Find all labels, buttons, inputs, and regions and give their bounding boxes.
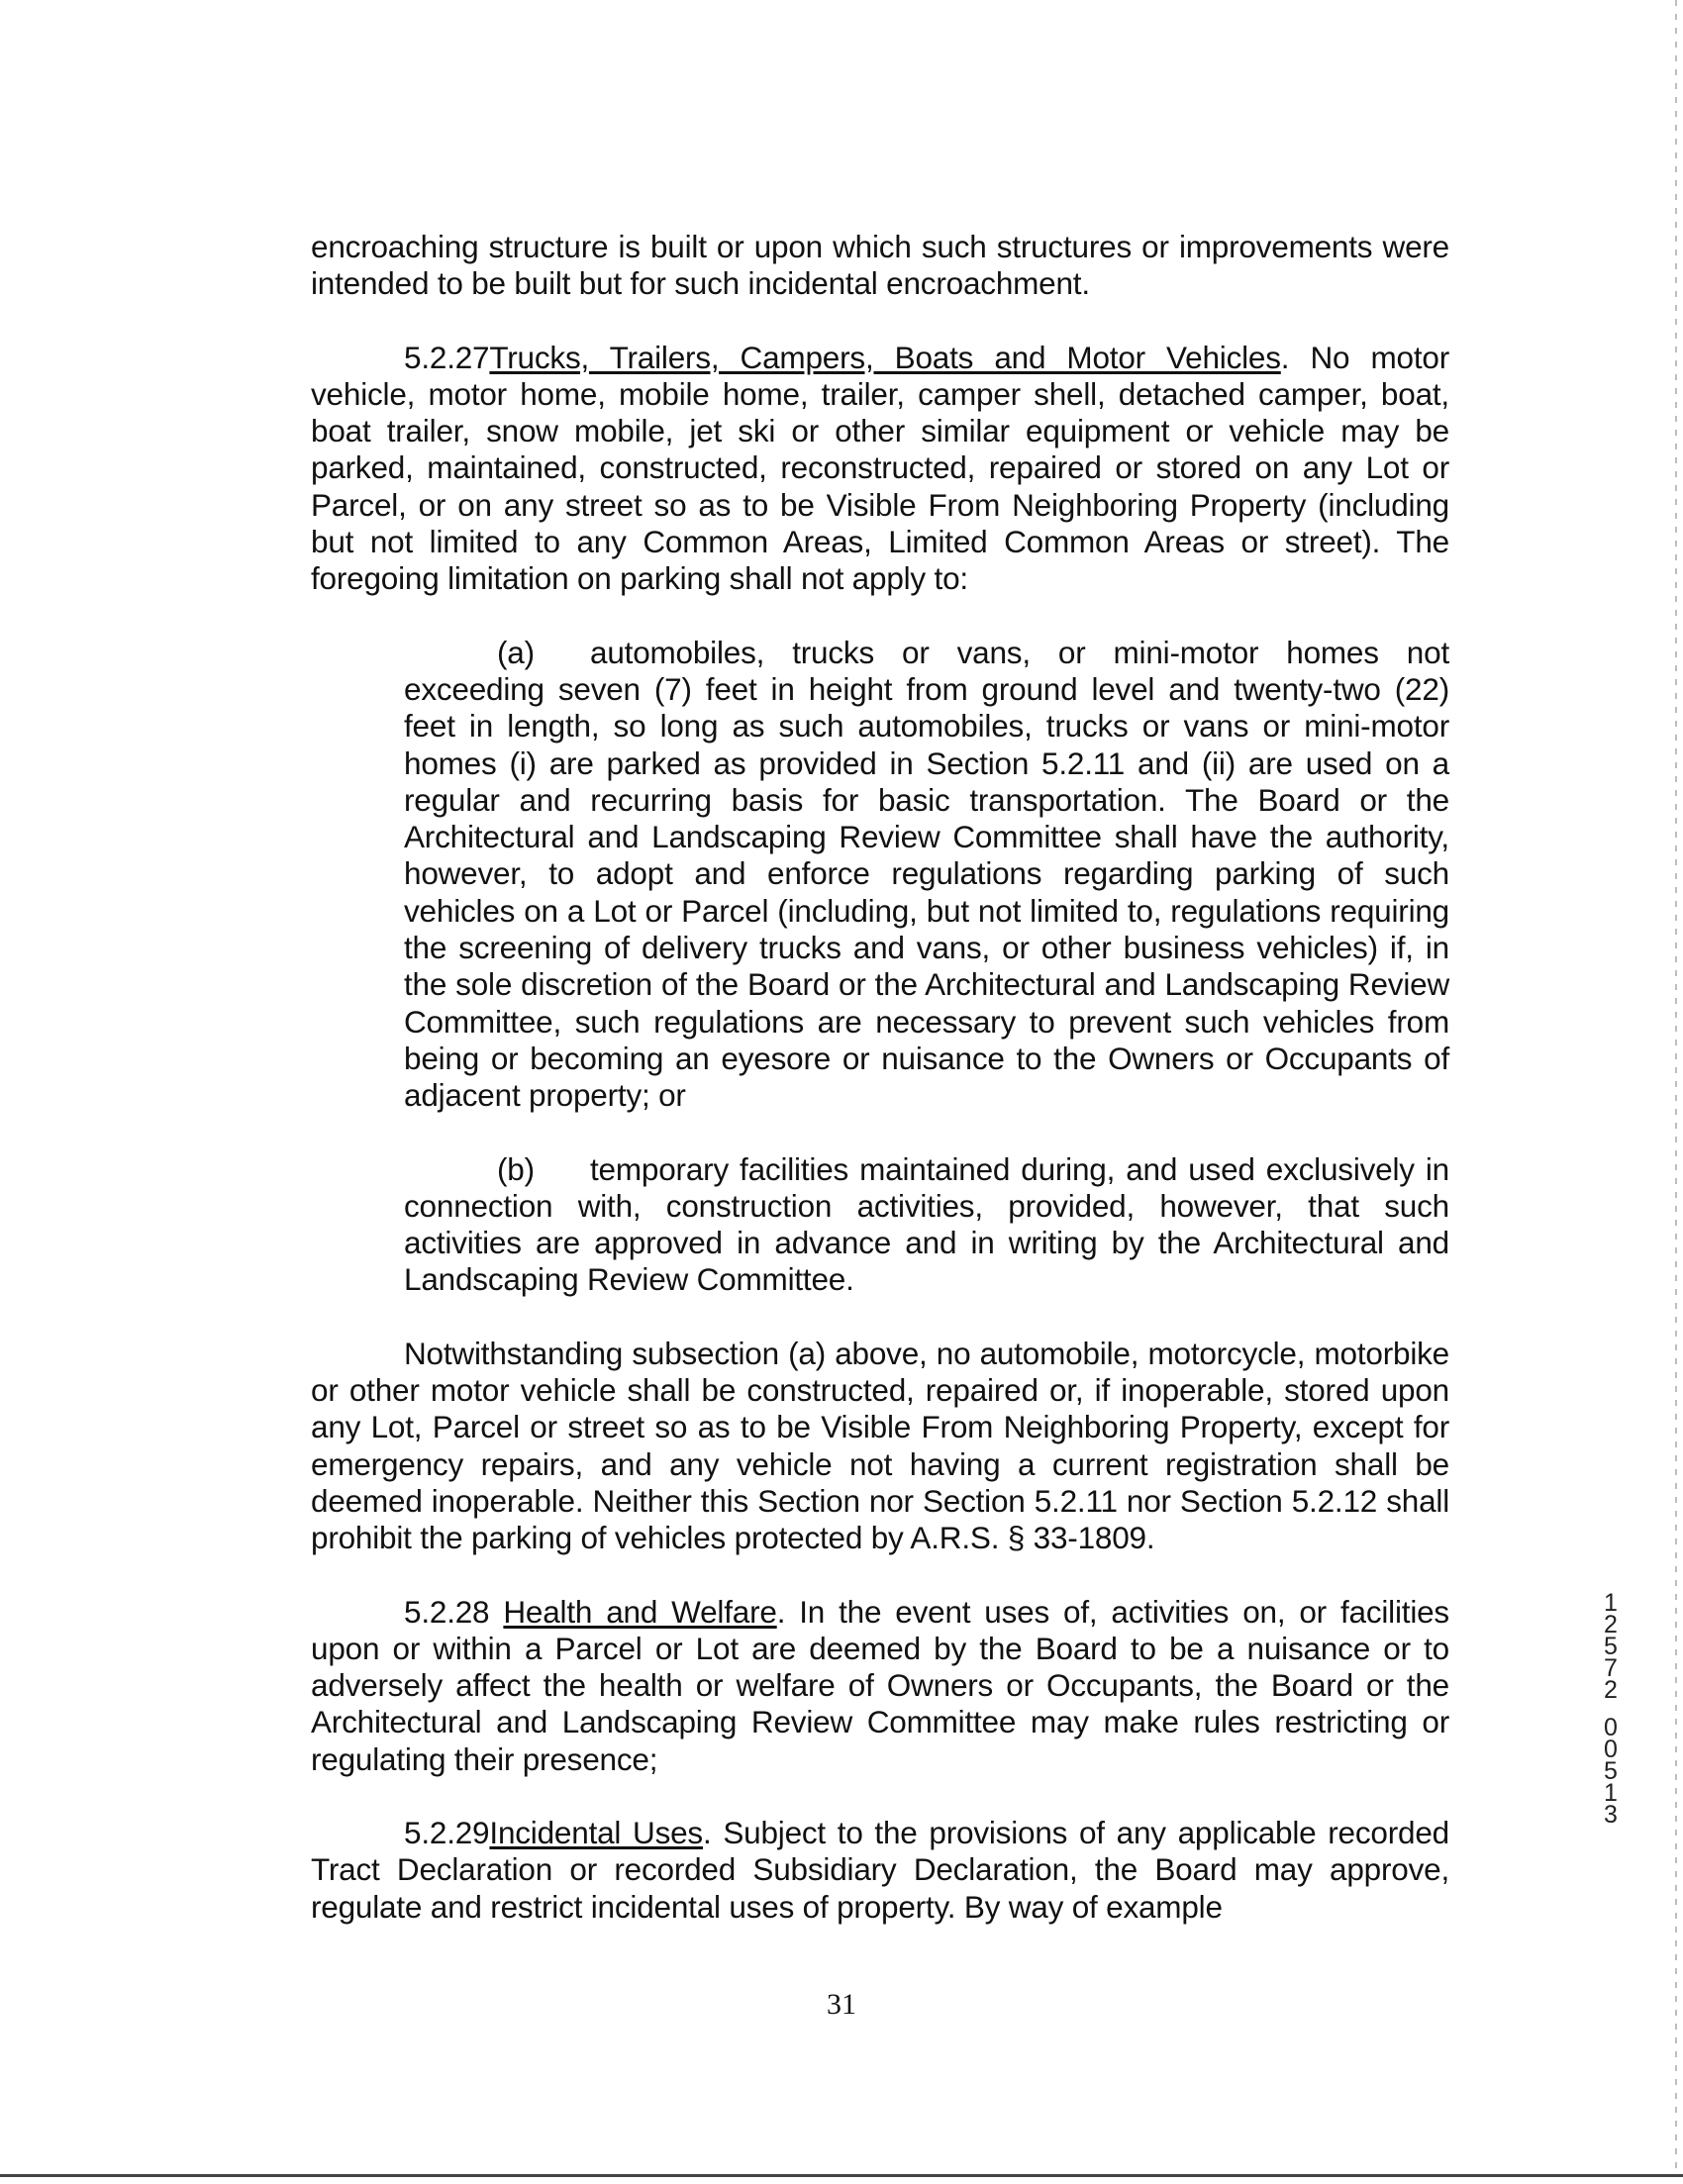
subsection-label: (b) [497,1150,535,1187]
recording-digit: 0 [1604,1736,1618,1763]
subsection-a [404,635,1449,1115]
section-text: . In the event uses of, activities on, or facilities upon or within a Parcel or Lot are deemed by the Board to be a nuisance or to adversely affect the health or welfare of Owners or Occupants, the Board or the Architectural and Landscaping Review Committee may make rules restricting or regulating their presence; [311,1593,1449,1777]
section-title: Incidental Uses [489,1814,703,1850]
recording-digit: 5 [1604,1757,1618,1785]
section-text: . No motor vehicle, motor home, mobile home, trailer, camper shell, detached camper, boat, boat trailer, snow mobile, jet ski or other similar equipment or vehicle may be parked, maintained, constructed, reconstructed, repaired or stored on any Lot or Parcel, or on any street so as to be Visible From Neighboring Property (including but not limited to any Common Areas, Limited Common Areas or street). The foregoing limitation on parking shall not apply to: [311,339,1449,597]
subsection-text: automobiles, trucks or vans, or mini-motor homes not exceeding seven (7) feet in height from ground level and twenty-two (22) feet in length, so long as such automobiles, trucks or vans or mini-motor homes (i) are parked as provided in Section 5.2.11 and (ii) are used on a regular and recurring basis for basic transportation. The Board or the Architectural and Landscaping Review Committee shall have the authority, however, to adopt and enforce regulations regarding parking of such vehicles on a Lot or Parcel (including, but not limited to, regulations requiring the screening of delivery trucks and vans, or other business vehicles) if, in the sole discretion of the Board or the Architectural and Landscaping Review Committee, such regulations are necessary to prevent such vehicles from being or becoming an eyesore or nuisance to the Owners or Occupants of adjacent property; or [404,634,1449,1114]
section-5-2-28 [311,1594,1449,1778]
section-number: 5.2.28 [404,1593,490,1630]
scan-bottom-line [0,2174,1683,2177]
section-title: Health and Welfare [503,1593,777,1630]
recording-digit: 3 [1604,1801,1618,1829]
subsection-label: (a) [497,634,535,670]
continuation-paragraph: encroaching structure is built or upon which such structures or improvements were intended to be built but for such incidental encroachment. [311,229,1449,302]
section-text: . Subject to the provisions of any applicable recorded Tract Declaration or recorded Subsidiary Declaration, the Board may approve, regulate and restrict incidental uses of property. By way of example [311,1814,1449,1925]
recording-digit: 0 [1604,1714,1618,1741]
recording-digit: 1 [1604,1779,1618,1807]
recording-digit: 1 [1604,1589,1618,1617]
subsection-b [404,1151,1449,1299]
document-body [311,229,1449,1926]
scan-edge-line [1675,0,1677,2168]
section-5-2-27 [311,340,1449,598]
recording-digit: 5 [1604,1633,1618,1660]
section-5-2-29 [311,1815,1449,1926]
recording-number [1596,1589,1626,1829]
notwithstanding-paragraph: Notwithstanding subsection (a) above, no automobile, motorcycle, motorbike or other motor vehicle shall be constructed, repaired or, if inoperable, stored upon any Lot, Parcel or street so as to be Visible From Neighboring Property, except for emergency repairs, and any vehicle not having a current registration shall be deemed inoperable. Neither this Section nor Section 5.2.11 nor Section 5.2.12 shall prohibit the parking of vehicles protected by A.R.S. § 33-1809. [311,1335,1449,1556]
page-number: 31 [827,1988,856,2021]
section-title: Trucks, Trailers, Campers, Boats and Motor Vehicles [489,339,1281,375]
recording-digit: 2 [1604,1676,1618,1704]
section-number: 5.2.29 [404,1814,490,1850]
section-number: 5.2.27 [404,339,490,375]
subsection-text: temporary facilities maintained during, and used exclusively in connection with, construction activities, provided, however, that such activities are approved in advance and in writing by the Architectural and Landscaping Review Committee. [404,1150,1449,1298]
recording-digit: 2 [1604,1611,1618,1638]
recording-digit: 7 [1604,1654,1618,1682]
